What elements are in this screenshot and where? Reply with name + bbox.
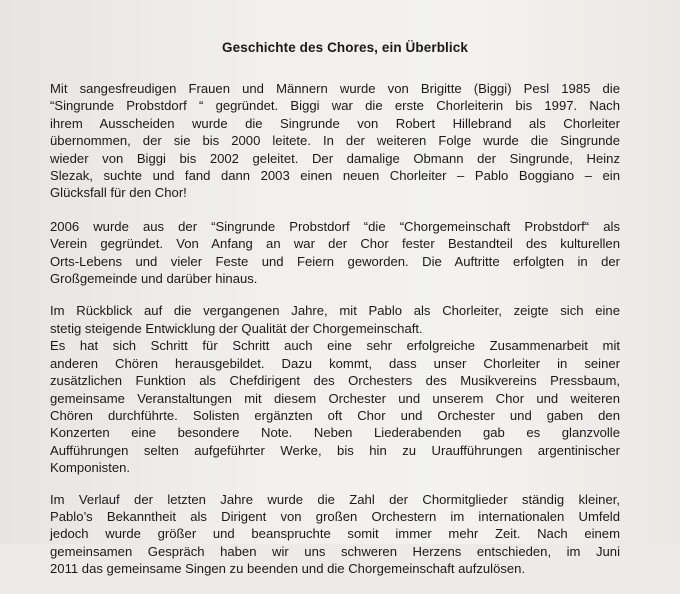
text-line: Chören durchführte. Solisten ergänzten oft Chor und Orchester und gaben den	[50, 407, 620, 423]
text-line: Orts-Lebens und vieler Feste und Feiern geworden. Die Auftritte erfolgten in der	[50, 253, 620, 269]
text-line: übernommen, der sie bis 2000 leitete. In der weiteren Folge wurde die Singrunde	[50, 133, 620, 149]
text-line: “Singrunde Probstdorf “ gegründet. Biggi war die erste Chorleiterin bis 1997. Nach	[50, 98, 620, 114]
paragraph-founding	[50, 80, 620, 202]
text-line: Pablo’s Bekanntheit als Dirigent von großen Orchestern im internationalen Umfeld	[50, 508, 620, 524]
text-line: Komponisten.	[50, 460, 131, 476]
text-line: gemeinsame Veranstaltungen mit diesem Orchester und unserem Chor und weiteren	[50, 390, 620, 406]
text-line: Glücksfall für den Chor!	[50, 185, 187, 201]
text-line: 2011 das gemeinsame Singen zu beenden und die Chorgemeinschaft aufzulösen.	[50, 561, 526, 577]
text-line: Es hat sich Schritt für Schritt auch eine sehr erfolgreiche Zusammenarbeit mit	[50, 338, 620, 354]
text-line: Slezak, suchte und fand dann 2003 einen neuen Chorleiter – Pablo Boggiano – ein	[50, 168, 620, 184]
text-line: stetig steigende Entwicklung der Qualität der Chorgemeinschaft.	[50, 320, 423, 336]
text-line: gemeinsamen Gespräch haben wir uns schweren Herzens entschieden, im Juni	[50, 543, 620, 559]
paragraph-retrospective	[50, 302, 620, 476]
text-line: Im Verlauf der letzten Jahre wurde die Zahl der Chormitglieder ständig kleiner,	[50, 491, 620, 507]
document-title: Geschichte des Chores, ein Überblick	[222, 40, 468, 55]
text-line: Großgemeinde und darüber hinaus.	[50, 271, 258, 287]
text-line: wieder von Biggi bis 2002 geleitet. Der damalige Obmann der Singrunde, Heinz	[50, 150, 620, 166]
text-line: Verein gegründet. Von Anfang an war der Chor fester Bestandteil des kulturellen	[50, 236, 620, 252]
text-line: 2006 wurde aus der “Singrunde Probstdorf “die “Chorgemeinschaft Probstdorf“ als	[50, 218, 620, 234]
text-line: jedoch wurde größer und beanspruchte somit immer mehr Zeit. Nach einem	[50, 526, 620, 542]
paragraph-association	[50, 218, 620, 288]
text-line: anderen Chören herausgebildet. Dazu kommt, dass unser Chorleiter in seiner	[50, 355, 620, 371]
text-line: ihrem Ausscheiden wurde die Singrunde von Robert Hillebrand als Chorleiter	[50, 115, 620, 131]
paragraph-dissolution	[50, 491, 620, 578]
text-line: Im Rückblick auf die vergangenen Jahre, mit Pablo als Chorleiter, zeigte sich eine	[50, 303, 620, 319]
text-line: Mit sangesfreudigen Frauen und Männern wurde von Brigitte (Biggi) Pesl 1985 die	[50, 81, 620, 96]
text-line: Konzerten eine besondere Note. Neben Liederabenden gab es glanzvolle	[50, 425, 620, 441]
text-line: zusätzlichen Funktion als Chefdirigent des Orchesters des Musikvereins Pressbaum,	[50, 373, 620, 389]
document-body	[50, 40, 620, 594]
text-line: Aufführungen selten aufgeführter Werke, bis hin zu Uraufführungen argentinischer	[50, 442, 620, 458]
